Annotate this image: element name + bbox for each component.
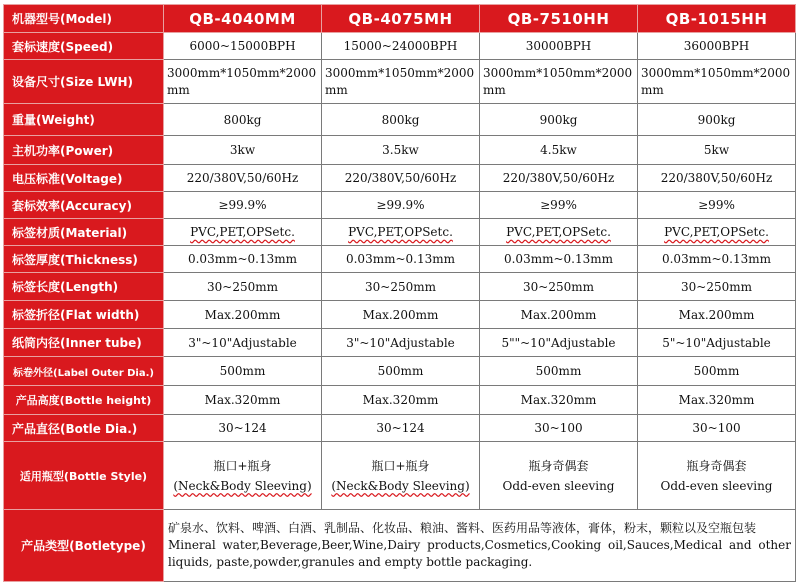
bottle-style-cn: 瓶口+瓶身 <box>213 458 272 473</box>
row-value: Max.320mm <box>322 386 480 415</box>
row-value: 3kw <box>164 136 322 165</box>
row-value: 500mm <box>638 357 796 386</box>
spec-row-weight <box>4 104 796 136</box>
row-value: Max.320mm <box>164 386 322 415</box>
row-value <box>322 219 480 246</box>
bottle-style-en: Odd-even sleeving <box>660 478 773 493</box>
row-value: 500mm <box>480 357 638 386</box>
row-label: 标签长度(Length) <box>4 273 164 301</box>
row-value: Max.320mm <box>638 386 796 415</box>
row-value: 220/380V,50/60Hz <box>480 165 638 192</box>
row-value: 6000~15000BPH <box>164 33 322 60</box>
row-label: 电压标准(Voltage) <box>4 165 164 192</box>
row-label: 设备尺寸(Size LWH) <box>4 60 164 104</box>
row-value: 500mm <box>322 357 480 386</box>
row-value: 0.03mm~0.13mm <box>322 246 480 273</box>
row-value: Max.200mm <box>322 301 480 329</box>
row-value: 30~124 <box>164 415 322 442</box>
row-value: 30~100 <box>638 415 796 442</box>
row-value <box>164 219 322 246</box>
row-value: 3.5kw <box>322 136 480 165</box>
row-value: 4.5kw <box>480 136 638 165</box>
row-value: 800kg <box>164 104 322 136</box>
model-label: 机器型号(Model) <box>4 5 164 33</box>
row-value: 900kg <box>638 104 796 136</box>
row-value: 36000BPH <box>638 33 796 60</box>
spec-row-inner-tube <box>4 329 796 357</box>
product-type-en: Mineral water,Beverage,Beer,Wine,Dairy products,Cosmetics,Cooking oil,Sauces,Medical and other liquids, paste,powder,granules and empty bottle packaging. <box>168 538 791 569</box>
row-value <box>480 219 638 246</box>
row-value: 220/380V,50/60Hz <box>638 165 796 192</box>
row-label: 产品类型(Botletype) <box>4 510 164 582</box>
row-label: 套标效率(Accuracy) <box>4 192 164 219</box>
spec-row-voltage <box>4 165 796 192</box>
row-label: 标签材质(Material) <box>4 219 164 246</box>
spec-row-length <box>4 273 796 301</box>
bottle-style-cell <box>322 442 480 510</box>
bottle-style-en: (Neck&Body Sleeving) <box>173 478 312 493</box>
row-value: 30~250mm <box>164 273 322 301</box>
row-label: 标卷外径(Label Outer Dia.) <box>4 357 164 386</box>
product-type-cell <box>164 510 796 582</box>
row-value: 15000~24000BPH <box>322 33 480 60</box>
row-value: 3000mm*1050mm*2000mm <box>322 60 480 104</box>
spec-row-bottle-style <box>4 442 796 510</box>
model-name: QB-4075MH <box>322 5 480 33</box>
spec-row-bottle-height <box>4 386 796 415</box>
spec-row-size <box>4 60 796 104</box>
row-value: Max.200mm <box>164 301 322 329</box>
spec-row-accuracy <box>4 192 796 219</box>
bottle-style-cell <box>638 442 796 510</box>
spec-row-speed <box>4 33 796 60</box>
row-value: 3000mm*1050mm*2000mm <box>164 60 322 104</box>
row-value: 30~124 <box>322 415 480 442</box>
row-value: Max.200mm <box>638 301 796 329</box>
row-label: 适用瓶型(Bottle Style) <box>4 442 164 510</box>
row-value: ≥99% <box>480 192 638 219</box>
spec-table <box>3 4 796 582</box>
row-value: 220/380V,50/60Hz <box>322 165 480 192</box>
row-value <box>638 219 796 246</box>
model-name: QB-1015HH <box>638 5 796 33</box>
row-value: ≥99.9% <box>322 192 480 219</box>
row-label: 产品直径(Botle Dia.) <box>4 415 164 442</box>
row-value: 30~250mm <box>322 273 480 301</box>
row-label: 套标速度(Speed) <box>4 33 164 60</box>
spec-row-product-type <box>4 510 796 582</box>
header-row <box>4 5 796 33</box>
material-text: PVC,PET,OPSetc. <box>506 225 611 239</box>
model-name: QB-7510HH <box>480 5 638 33</box>
row-value: ≥99% <box>638 192 796 219</box>
row-label: 主机功率(Power) <box>4 136 164 165</box>
row-value: 220/380V,50/60Hz <box>164 165 322 192</box>
material-text: PVC,PET,OPSetc. <box>190 225 295 239</box>
row-value: 3000mm*1050mm*2000mm <box>480 60 638 104</box>
spec-row-bottle-dia <box>4 415 796 442</box>
row-value: 30~250mm <box>638 273 796 301</box>
row-value: 5""~10"Adjustable <box>480 329 638 357</box>
row-value: 500mm <box>164 357 322 386</box>
row-value: 0.03mm~0.13mm <box>480 246 638 273</box>
row-value: 3000mm*1050mm*2000mm <box>638 60 796 104</box>
row-value: Max.200mm <box>480 301 638 329</box>
row-value: ≥99.9% <box>164 192 322 219</box>
row-value: Max.320mm <box>480 386 638 415</box>
row-value: 3"~10"Adjustable <box>322 329 480 357</box>
row-label: 重量(Weight) <box>4 104 164 136</box>
bottle-style-cell <box>480 442 638 510</box>
bottle-style-cn: 瓶身奇偶套 <box>686 458 747 473</box>
row-label: 纸筒内径(Inner tube) <box>4 329 164 357</box>
bottle-style-cell <box>164 442 322 510</box>
spec-row-outer-dia <box>4 357 796 386</box>
material-text: PVC,PET,OPSetc. <box>348 225 453 239</box>
spec-row-flat-width <box>4 301 796 329</box>
spec-row-material <box>4 219 796 246</box>
row-label: 标签厚度(Thickness) <box>4 246 164 273</box>
bottle-style-cn: 瓶口+瓶身 <box>371 458 430 473</box>
row-value: 3"~10"Adjustable <box>164 329 322 357</box>
spec-row-power <box>4 136 796 165</box>
spec-row-thickness <box>4 246 796 273</box>
row-value: 800kg <box>322 104 480 136</box>
row-label: 产品高度(Bottle height) <box>4 386 164 415</box>
row-value: 5"~10"Adjustable <box>638 329 796 357</box>
row-value: 30~250mm <box>480 273 638 301</box>
material-text: PVC,PET,OPSetc. <box>664 225 769 239</box>
bottle-style-en: (Neck&Body Sleeving) <box>331 478 470 493</box>
row-value: 900kg <box>480 104 638 136</box>
bottle-style-en: Odd-even sleeving <box>502 478 615 493</box>
row-value: 30~100 <box>480 415 638 442</box>
row-value: 5kw <box>638 136 796 165</box>
row-label: 标签折径(Flat width) <box>4 301 164 329</box>
row-value: 30000BPH <box>480 33 638 60</box>
bottle-style-cn: 瓶身奇偶套 <box>528 458 589 473</box>
row-value: 0.03mm~0.13mm <box>638 246 796 273</box>
model-name: QB-4040MM <box>164 5 322 33</box>
product-type-cn: 矿泉水、饮料、啤酒、白酒、乳制品、化妆品、粮油、酱料、医药用品等液体，膏体，粉末，颗粒以及空瓶包装 <box>168 521 757 535</box>
row-value: 0.03mm~0.13mm <box>164 246 322 273</box>
